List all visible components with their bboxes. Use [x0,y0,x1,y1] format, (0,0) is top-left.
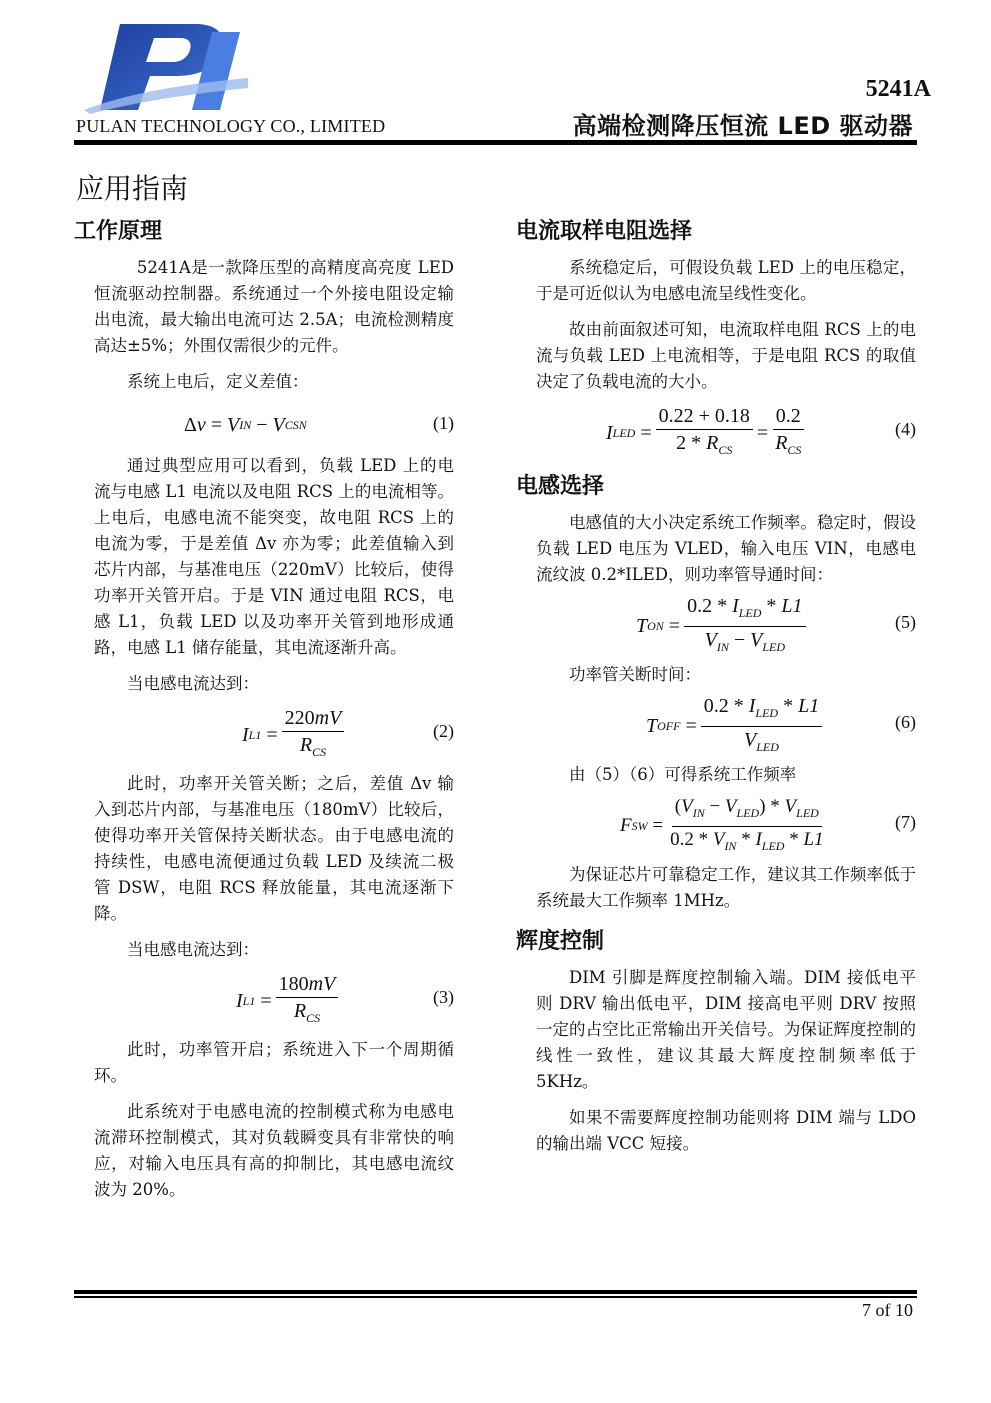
equation-1-expr: Δ v = V IN − V CSN [184,413,307,436]
paragraph: 当电感电流达到： [127,940,259,959]
pulan-logo-icon [80,18,250,114]
equation-5-expr: T ON = $\frac{0.2 * I_{LED} * L1}{V_{IN} - V_{LED}}$ [636,598,810,654]
section-title: 应用指南 [76,172,189,205]
equation-number: (7) [895,812,916,832]
equation-2-expr: I L1 = $\frac{220mV}{R_{CS}}$ [242,707,348,763]
company-name: PULAN TECHNOLOGY CO., LIMITED [76,116,386,136]
paragraph: 功率管关断时间： [569,665,701,684]
heading-working-principle: 工作原理 [74,219,163,244]
equation-number: (4) [895,419,916,439]
paragraph: 为保证芯片可靠稳定工作，建议其工作频率低于系统最大工作频率 1MHz。 [536,865,916,910]
equation-1 [74,405,454,445]
part-number: 5241A [865,76,931,102]
equation-4-expr: I LED = $\frac{0.22 + 0.18}{2 * R_{CS}}$ = $\frac{0.2}{R_{CS}}$ [606,405,808,461]
equation-7 [516,795,916,854]
paragraph: 故由前面叙述可知，电流取样电阻 RCS 上的电流与负载 LED 上电流相等，于是电阻 RCS 的取值决定了负载电流的大小。 [536,320,916,391]
paragraph: 通过典型应用可以看到，负载 LED 上的电流与电感 L1 电流以及电阻 RCS 上的电流相等。上电后，电感电流不能突变，故电阻 RCS 上的电流为零，于是差值 Δv 亦为零；此差值输入到芯片内部，与基准电压（220mV）比较后，使得功率开关管开启。于是 VIN 通过电阻 RCS，电感 L1，负载 LED 以及功率开关管到地形成通路，电感 L1 储存能量，其电流逐渐升高。 [94,456,454,657]
paragraph: 此时，功率管开启；系统进入下一个周期循环。 [94,1040,454,1085]
left-column [74,214,454,1213]
equation-number: (1) [433,413,454,433]
paragraph: 如果不需要辉度控制功能则将 DIM 端与 LDO 的输出端 VCC 短接。 [536,1108,916,1153]
footer-rule [74,1290,917,1294]
footer-rule-thin [74,1296,917,1298]
equation-number: (3) [433,987,454,1007]
paragraph: 由（5）（6）可得系统工作频率 [569,765,797,784]
heading-inductor-selection: 电感选择 [516,474,605,499]
equation-2 [74,707,454,763]
right-column [516,214,916,1167]
equation-5 [516,594,916,654]
paragraph: 电感值的大小决定系统工作频率。稳定时，假设负载 LED 电压为 VLED，输入电压 VIN，电感电流纹波 0.2*ILED，则功率管导通时间： [536,513,916,584]
document-title: 高端检测降压恒流 LED 驱动器 [572,112,913,140]
equation-6 [516,694,916,754]
equation-6-expr: T OFF = $\frac{0.2 * I_{LED} * L1}{V_{LED}}$ [646,698,826,754]
equation-7-expr: F SW = $\frac{(V_{IN} - V_{LED}) * V_{LED}}{0.2 * V_{IN} * I_{LED} * L1}$ [620,795,824,853]
paragraph: 当电感电流达到： [127,674,259,693]
equation-3-expr: I L1 = $\frac{180mV}{R_{CS}}$ [236,973,342,1029]
heading-dimming-control: 辉度控制 [516,929,605,954]
paragraph: DIM 引脚是辉度控制输入端。DIM 接低电平则 DRV 输出低电平，DIM 接高电平则 DRV 按照一定的占空比正常输出开关信号。为保证辉度控制的线性一致性，建议其最大辉度控制频率低于 5KHz。 [536,968,916,1091]
equation-number: (2) [433,721,454,741]
paragraph: 此时，功率开关管关断；之后，差值 Δv 输入到芯片内部，与基准电压（180mV）比较后，使得功率开关管保持关断状态。由于电感电流的持续性，电感电流便通过负载 LED 及续流二极管 DSW，电阻 RCS 释放能量，其电流逐渐下降。 [94,774,454,923]
header-rule [74,140,917,145]
paragraph: 此系统对于电感电流的控制模式称为电感电流滞环控制模式，其对负载瞬变具有非常快的响应，对输入电压具有高的抑制比，其电感电流纹波为 20%。 [94,1102,454,1199]
equation-number: (6) [895,712,916,732]
heading-current-sense-resistor: 电流取样电阻选择 [516,219,693,244]
equation-4 [516,405,916,461]
paragraph: 5241A是一款降压型的高精度高亮度 LED 恒流驱动控制器。系统通过一个外接电阻设定输出电流，最大输出电流可达 2.5A；电流检测精度高达±5%；外围仅需很少的元件。 [94,258,454,355]
page-number: 7 of 10 [862,1300,913,1320]
equation-number: (5) [895,612,916,632]
equation-3 [74,973,454,1029]
paragraph: 系统上电后，定义差值： [127,372,309,391]
paragraph: 系统稳定后，可假设负载 LED 上的电压稳定，于是可近似认为电感电流呈线性变化。 [536,258,916,303]
